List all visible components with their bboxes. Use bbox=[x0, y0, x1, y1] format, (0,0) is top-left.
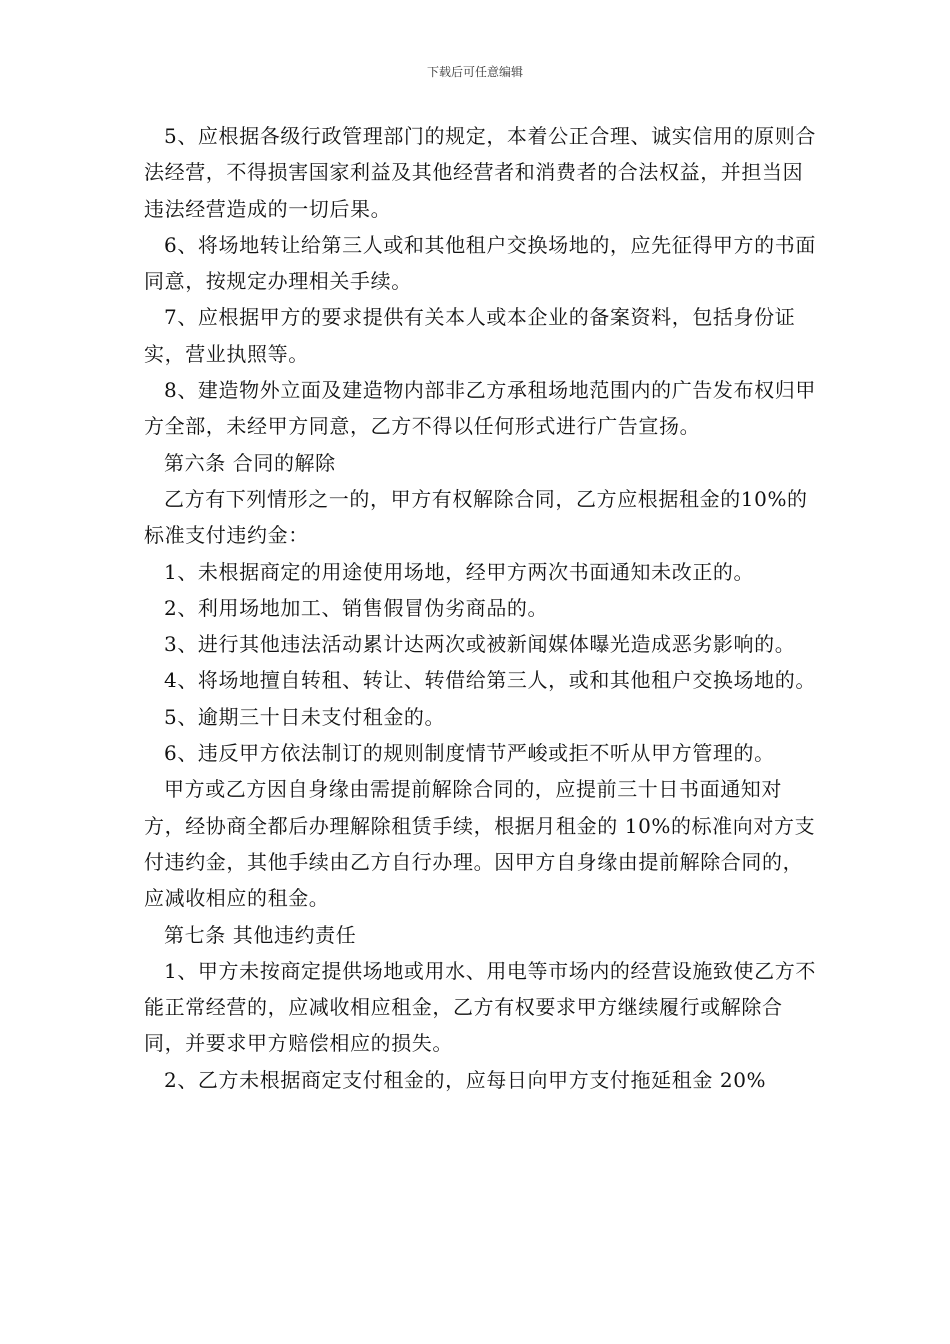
paragraph: 6、违反甲方依法制订的规则制度情节严峻或拒不听从甲方管理的。 bbox=[164, 741, 775, 766]
paragraph: 7、应根据甲方的要求提供有关本人或本企业的备案资料，包括身份证实，营业执照等。 bbox=[144, 305, 796, 366]
paragraph: 2、乙方未根据商定支付租金的，应每日向甲方支付拖延租金 20% bbox=[164, 1067, 767, 1092]
paragraph: 1、甲方未按商定提供场地或用水、用电等市场内的经营设施致使乙方不能正常经营的，应减收相应租金，乙方有权要求甲方继续履行或解除合同，并要求甲方赔偿相应的损失。 bbox=[144, 958, 816, 1056]
document-body bbox=[144, 118, 816, 1098]
paragraph: 5、逾期三十日未支付租金的。 bbox=[164, 704, 446, 729]
paragraph: 乙方有下列情形之一的，甲方有权解除合同，乙方应根据租金的10%的标准支付违约金： bbox=[144, 486, 808, 548]
paragraph: 8、建造物外立面及建造物内部非乙方承租场地范围内的广告发布权归甲方全部，未经甲方同意，乙方不得以任何形式进行广告宣扬。 bbox=[144, 378, 816, 439]
section-heading: 第七条 其他违约责任 bbox=[164, 922, 357, 947]
paragraph: 1、未根据商定的用途使用场地，经甲方两次书面通知未改正的。 bbox=[164, 559, 755, 584]
paragraph: 4、将场地擅自转租、转让、转借给第三人，或和其他租户交换场地的。 bbox=[164, 668, 816, 693]
paragraph: 3、进行其他违法活动累计达两次或被新闻媒体曝光造成恶劣影响的。 bbox=[164, 632, 796, 657]
paragraph: 2、利用场地加工、销售假冒伪劣商品的。 bbox=[164, 595, 549, 620]
paragraph: 6、将场地转让给第三人或和其他租户交换场地的，应先征得甲方的书面同意，按规定办理相关手续。 bbox=[144, 232, 816, 294]
section-heading: 第六条 合同的解除 bbox=[164, 450, 336, 475]
paragraph: 5、应根据各级行政管理部门的规定，本着公正合理、诚实信用的原则合法经营，不得损害国家利益及其他经营者和消费者的合法权益，并担当因违法经营造成的一切后果。 bbox=[144, 124, 816, 221]
page-header-note: 下载后可任意编辑 bbox=[426, 65, 523, 79]
paragraph: 甲方或乙方因自身缘由需提前解除合同的，应提前三十日书面通知对方，经协商全都后办理解除租赁手续，根据月租金的 10%的标准向对方支付违约金，其他手续由乙方自行办理。因甲方自身缘由提前解除合同的，应减收相应的租金。 bbox=[144, 777, 816, 911]
